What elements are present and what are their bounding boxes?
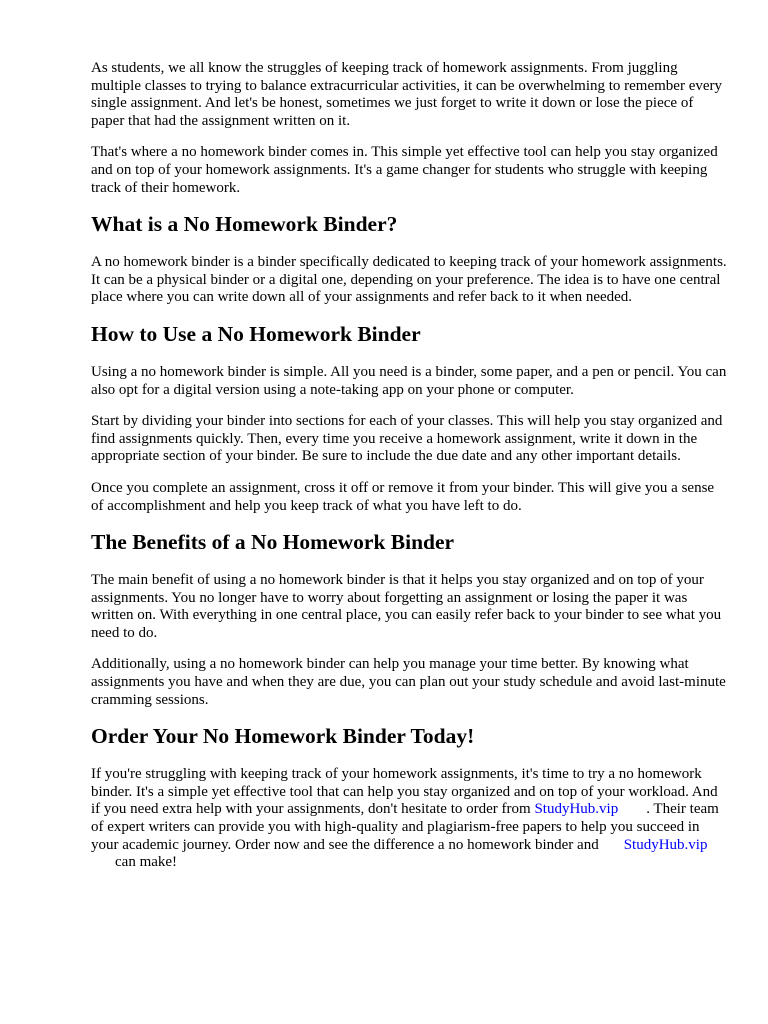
- what-is-paragraph-1: A no homework binder is a binder specifically dedicated to keeping track of your homework assignments. It can be a physical binder or a digital one, depending on your preference. The idea is to have one central place where you can write down all of your assignments and refer back to it when needed.: [91, 254, 727, 306]
- order-paragraph: [91, 766, 727, 872]
- section-heading-benefits: The Benefits of a No Homework Binder: [91, 530, 455, 555]
- article: [91, 60, 727, 886]
- benefits-paragraph-2: Additionally, using a no homework binder can help you manage your time better. By knowing what assignments you have and when they are due, you can plan out your study schedule and avoid last-minute cramming sessions.: [91, 656, 726, 708]
- order-text-part-1: If you're struggling with keeping track of your homework assignments, it's time to try a no homework binder. It's a simple yet effective tool that can help you stay organized and on top of your workload. And if you need extra help with your assignments, don't hesitate to order from: [91, 766, 718, 818]
- how-to-use-paragraph-3: Once you complete an assignment, cross it off or remove it from your binder. This will give you a sense of accomplishment and help you keep track of what you have left to do.: [91, 479, 715, 514]
- how-to-use-paragraph-1: Using a no homework binder is simple. All you need is a binder, some paper, and a pen or pencil. You can also opt for a digital version using a note-taking app on your phone or computer.: [91, 363, 727, 398]
- order-text-part-3: can make!: [115, 854, 178, 871]
- section-heading-what-is: What is a No Homework Binder?: [91, 212, 398, 237]
- benefits-paragraph-1: The main benefit of using a no homework binder is that it helps you stay organized and on top of your assignments. You no longer have to worry about forgetting an assignment or losing the paper it was written on. With everything in one central place, you can easily refer back to your binder to see what you need to do.: [91, 572, 722, 641]
- intro-paragraph-2: That's where a no homework binder comes in. This simple yet effective tool can help you stay organized and on top of your homework assignments. It's a game changer for students who struggle with keeping track of their homework.: [91, 144, 718, 196]
- section-heading-how-to-use: How to Use a No Homework Binder: [91, 321, 421, 346]
- order-text-part-2: . Their team of expert writers can provide you with high-quality and plagiarism-free papers to help you succeed in your academic journey. Order now and see the difference a no homework binder and: [91, 801, 719, 853]
- studyhub-link-2[interactable]: StudyHub.vip: [623, 836, 708, 853]
- section-heading-order: Order Your No Homework Binder Today!: [91, 724, 475, 749]
- how-to-use-paragraph-2: Start by dividing your binder into sections for each of your classes. This will help you stay organized and find assignments quickly. Then, every time you receive a homework assignment, write it down in the appropriate section of your binder. Be sure to include the due date and any other important details.: [91, 413, 723, 465]
- studyhub-link-1[interactable]: StudyHub.vip: [534, 801, 619, 818]
- intro-paragraph-1: As students, we all know the struggles of keeping track of homework assignments. From juggling multiple classes to trying to balance extracurricular activities, it can be overwhelming to remember every single assignment. And let's be honest, sometimes we just forget to write it down or lose the piece of paper that had the assignment written on it.: [91, 60, 723, 129]
